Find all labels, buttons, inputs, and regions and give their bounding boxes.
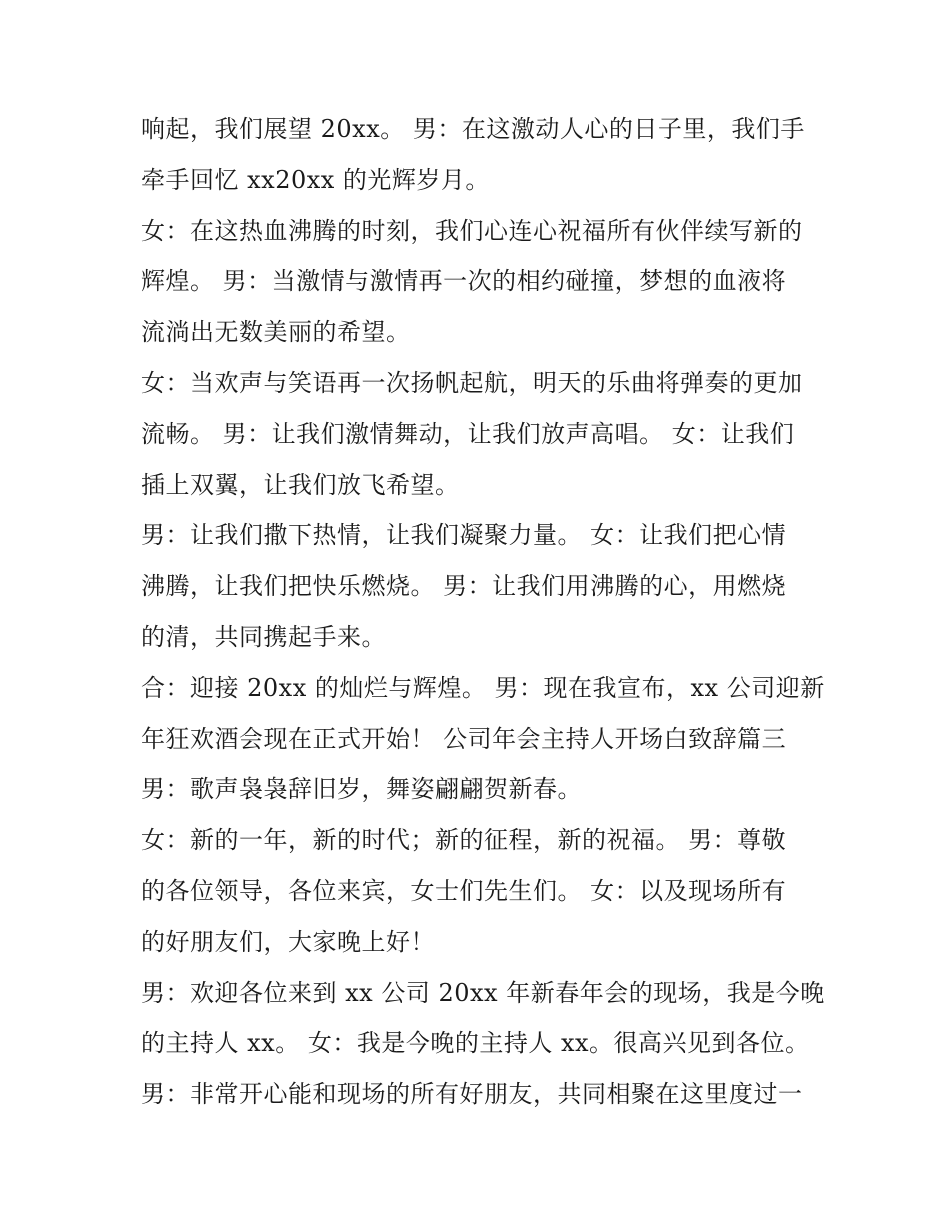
text-line: 沸腾，让我们把快乐燃烧。 男：让我们用沸腾的心，用燃烧: [141, 572, 787, 601]
text-line: 牵手回忆 xx20xx 的光辉岁月。: [141, 165, 490, 194]
text-line: 女：在这热血沸腾的时刻，我们心连心祝福所有伙伴续写新的: [141, 216, 803, 245]
text-line: 男：让我们撒下热情，让我们凝聚力量。 女：让我们把心情: [141, 521, 787, 550]
text-line: 合：迎接 20xx 的灿烂与辉煌。 男：现在我宣布，xx 公司迎新: [141, 673, 825, 702]
text-line: 的主持人 xx。 女：我是今晚的主持人 xx。很高兴见到各位。: [141, 1029, 810, 1058]
text-line: 响起，我们展望 20xx。 男：在这激动人心的日子里，我们手: [141, 115, 805, 143]
text-line: 插上双翼，让我们放飞希望。: [141, 470, 460, 499]
text-line: 辉煌。 男：当激情与激情再一次的相约碰撞，梦想的血液将: [141, 267, 787, 296]
text-line: 女：当欢声与笑语再一次扬帆起航，明天的乐曲将弹奏的更加: [141, 368, 803, 397]
text-line: 年狂欢酒会现在正式开始！ 公司年会主持人开场白致辞篇三: [141, 724, 787, 753]
text-line: 的清，共同携起手来。: [141, 622, 386, 651]
text-line: 流淌出无数美丽的希望。: [141, 318, 411, 347]
text-line: 流畅。 男：让我们激情舞动，让我们放声高唱。 女：让我们: [141, 419, 795, 448]
text-line: 女：新的一年，新的时代；新的征程，新的祝福。 男：尊敬: [141, 826, 787, 855]
text-line: 男：非常开心能和现场的所有好朋友，共同相聚在这里度过一: [141, 1080, 803, 1109]
text-line: 男：歌声袅袅辞旧岁，舞姿翩翩贺新春。: [141, 775, 582, 804]
text-line: 男：欢迎各位来到 xx 公司 20xx 年新春年会的现场，我是今晚: [141, 978, 825, 1007]
text-line: 的各位领导，各位来宾，女士们先生们。 女：以及现场所有: [141, 876, 787, 905]
text-line: 的好朋友们，大家晚上好！: [141, 927, 435, 956]
document-body-text: [141, 104, 825, 1120]
